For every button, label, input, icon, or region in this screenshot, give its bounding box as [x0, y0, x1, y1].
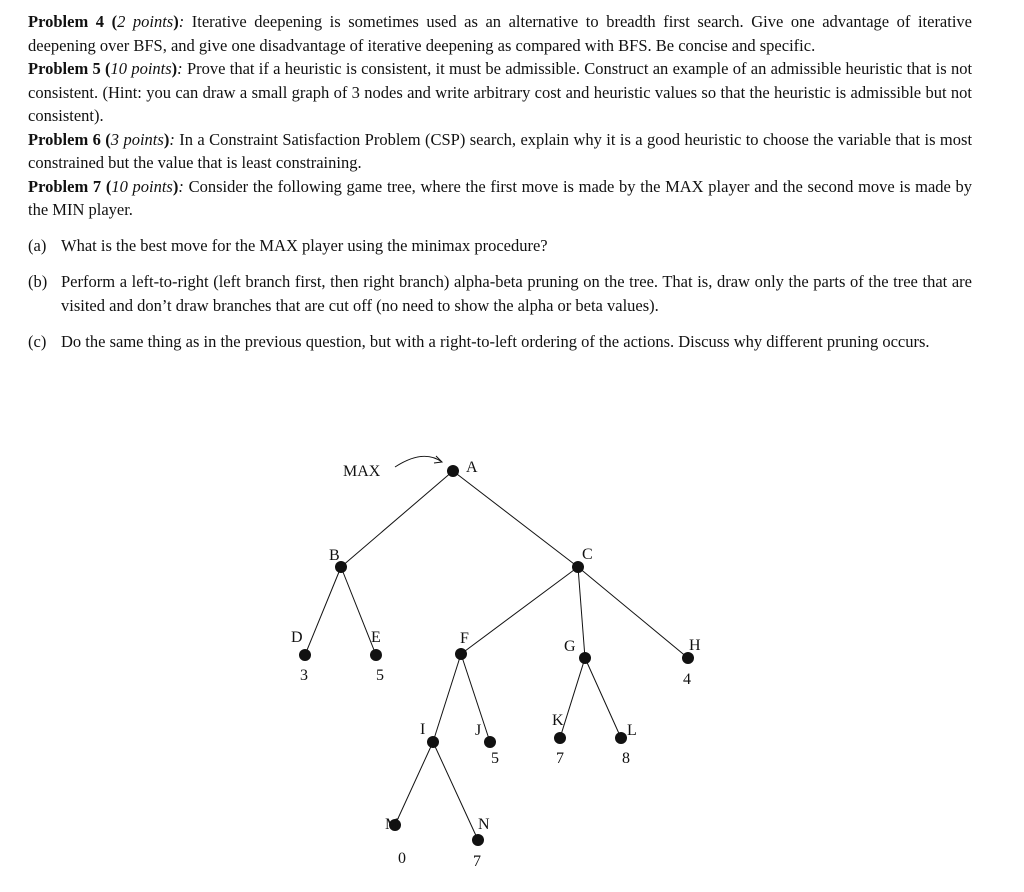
node-d-value: 3 — [300, 667, 308, 684]
node-k — [554, 732, 566, 744]
question-b-label: (b) — [28, 272, 48, 291]
node-m-label: M — [385, 816, 400, 833]
edge-a-b — [341, 471, 453, 567]
edge-g-l — [585, 658, 621, 738]
node-j-value: 5 — [491, 750, 499, 767]
node-f — [455, 648, 467, 660]
problem-4-number: Problem 4 — [28, 12, 104, 31]
edge-i-m — [395, 742, 433, 825]
question-a-label: (a) — [28, 235, 47, 255]
node-e — [370, 649, 382, 661]
node-i-label: I — [420, 721, 426, 738]
node-m-value: 0 — [398, 850, 406, 867]
node-e-value: 5 — [376, 667, 384, 684]
node-a — [447, 465, 459, 477]
question-a-text: What is the best move for the MAX player using the minimax procedure? — [61, 235, 548, 255]
problem-5-number: Problem 5 — [28, 59, 101, 78]
node-k-value: 7 — [556, 750, 564, 767]
node-b-label: B — [329, 547, 340, 564]
problem-4: Problem 4 (2 points): Iterative deepening is sometimes used as an alternative to breadth first search. Give one advantage of iterative deepening over BFS, and give one disadvantage of iterative deepening as compared with BFS. Be concise and specific. — [28, 12, 973, 55]
node-l-label: L — [627, 722, 637, 739]
question-c-label: (c) — [28, 332, 47, 351]
node-c-label: C — [582, 546, 593, 563]
edge-a-c — [453, 471, 578, 567]
node-g — [579, 652, 591, 664]
node-d — [299, 649, 311, 661]
problem-7-text: Consider the following game tree, where the first move is made by the MAX player and the second move is made by the MIN player. — [28, 176, 973, 219]
question-c-text: Do the same thing as in the previous question, but with a right-to-left ordering of the actions. Discuss why different pruning occurs. — [61, 332, 930, 351]
node-h-label: H — [689, 637, 701, 654]
problem-6-number: Problem 6 — [28, 129, 101, 149]
node-k-label: K — [552, 712, 564, 729]
problem-5: Problem 5 (10 points): Prove that if a heuristic is consistent, it must be admissible. Construct an example of an admissible heuristic that is not consistent. (Hint: you can draw a small graph of 3 nodes and write arbitrary cost and heuristic values so that the heuristic is admissible but not consistent). — [28, 59, 973, 125]
node-l-value: 8 — [622, 750, 630, 767]
problem-5-points: 10 points — [110, 59, 172, 78]
node-j-label: J — [475, 722, 482, 739]
node-g-label: G — [564, 638, 576, 655]
node-l — [615, 732, 627, 744]
problem-5-text: Prove that if a heuristic is consistent, it must be admissible. Construct an example of an admissible heuristic that is not consistent. (Hint: you can draw a small graph of 3 nodes and write arbitrary cost and heuristic values so that the heuristic is admissible but not consistent). — [28, 59, 973, 125]
edge-i-n — [433, 742, 478, 840]
max-arrow — [395, 456, 442, 467]
node-d-label: D — [291, 629, 303, 646]
question-b-text: Perform a left-to-right (left branch first, then right branch) alpha-beta pruning on the tree. That is, draw only the parts of the tree that are visited and don’t draw branches that are cut off (no need to show the alpha or beta values). — [61, 272, 972, 315]
problem-4-points: 2 points — [117, 12, 174, 31]
node-a-label: A — [466, 459, 478, 476]
problem-6: Problem 6 (3 points): In a Constraint Satisfaction Problem (CSP) search, explain why it is a good heuristic to choose the variable that is most constrained but the value that is least constraining. — [28, 129, 973, 172]
node-n-value: 7 — [473, 853, 481, 870]
edge-g-k — [560, 658, 585, 738]
node-f-label: F — [460, 630, 469, 647]
node-e-label: E — [371, 629, 381, 646]
edge-c-h — [578, 567, 688, 658]
edge-b-d — [305, 567, 341, 655]
edge-c-g — [578, 567, 585, 658]
problem-7: Problem 7 (10 points): Consider the following game tree, where the first move is made by the MAX player and the second move is made by the MIN player. — [28, 176, 973, 219]
node-j — [484, 736, 496, 748]
max-label: MAX — [343, 463, 381, 480]
edge-f-i — [433, 654, 461, 742]
problem-7-points: 10 points — [111, 176, 173, 196]
node-n — [472, 834, 484, 846]
problem-7-number: Problem 7 — [28, 176, 102, 196]
problem-6-text: In a Constraint Satisfaction Problem (CSP) search, explain why it is a good heuristic to choose the variable that is most constrained but the value that is least constraining. — [28, 129, 973, 172]
problem-6-points: 3 points — [110, 129, 164, 149]
edge-c-f — [461, 567, 578, 654]
node-i — [427, 736, 439, 748]
node-h-value: 4 — [683, 671, 691, 688]
problem-4-text: Iterative deepening is sometimes used as an alternative to breadth first search. Give one advantage of iterative deepening over BFS, and give one disadvantage of iterative deepening as compared with BFS. Be concise and specific. — [28, 12, 973, 55]
node-n-label: N — [478, 816, 490, 833]
